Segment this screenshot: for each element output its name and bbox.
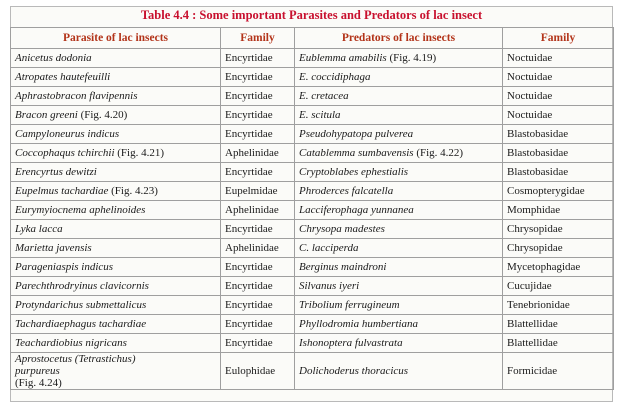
predator-family-cell: Noctuidae xyxy=(503,106,614,125)
predator-family-cell: Noctuidae xyxy=(503,49,614,68)
predator-cell: Pseudohypatopa pulverea xyxy=(295,125,503,144)
parasite-cell: Atropates hautefeuilli xyxy=(11,68,221,87)
table-row xyxy=(11,106,614,125)
predator-cell: Phroderces falcatella xyxy=(295,182,503,201)
table-row xyxy=(11,353,614,390)
table-title: Table 4.4 : Some important Parasites and Predators of lac insect xyxy=(140,8,483,22)
predator-cell: Berginus maindroni xyxy=(295,258,503,277)
header-parasite: Parasite of lac insects xyxy=(11,28,221,49)
parasite-cell: Teachardiobius nigricans xyxy=(11,334,221,353)
parasite-family-cell: Encyrtidae xyxy=(221,277,295,296)
predator-family-cell: Blattellidae xyxy=(503,315,614,334)
predator-cell: E. cretacea xyxy=(295,87,503,106)
predator-cell: Dolichoderus thoracicus xyxy=(295,353,503,390)
parasite-cell: Tachardiaephagus tachardiae xyxy=(11,315,221,334)
parasite-cell: Eurymyiocnema aphelinoides xyxy=(11,201,221,220)
table-row xyxy=(11,201,614,220)
parasites-predators-table xyxy=(10,27,614,390)
header-parasite-family: Family xyxy=(221,28,295,49)
header-predator: Predators of lac insects xyxy=(295,28,503,49)
parasite-cell: Anicetus dodonia xyxy=(11,49,221,68)
parasite-family-cell: Encyrtidae xyxy=(221,258,295,277)
table-row xyxy=(11,277,614,296)
parasite-cell: Coccophaqus tchirchii (Fig. 4.21) xyxy=(11,144,221,163)
parasite-cell: Campyloneurus indicus xyxy=(11,125,221,144)
parasite-cell: Eupelmus tachardiae (Fig. 4.23) xyxy=(11,182,221,201)
predator-family-cell: Chrysopidae xyxy=(503,220,614,239)
table-row xyxy=(11,315,614,334)
table-row xyxy=(11,163,614,182)
predator-family-cell: Formicidae xyxy=(503,353,614,390)
predator-cell: C. lacciperda xyxy=(295,239,503,258)
parasite-cell: Erencyrtus dewitzi xyxy=(11,163,221,182)
predator-cell: Cryptoblabes ephestialis xyxy=(295,163,503,182)
parasite-family-cell: Encyrtidae xyxy=(221,125,295,144)
predator-family-cell: Cosmopterygidae xyxy=(503,182,614,201)
parasite-family-cell: Aphelinidae xyxy=(221,239,295,258)
header-predator-family: Family xyxy=(503,28,614,49)
predator-family-cell: Noctuidae xyxy=(503,87,614,106)
table-row xyxy=(11,334,614,353)
parasite-cell: Bracon greeni (Fig. 4.20) xyxy=(11,106,221,125)
predator-family-cell: Chrysopidae xyxy=(503,239,614,258)
predator-cell: E. scitula xyxy=(295,106,503,125)
predator-family-cell: Mycetophagidae xyxy=(503,258,614,277)
parasite-family-cell: Encyrtidae xyxy=(221,68,295,87)
predator-cell: Ishonoptera fulvastrata xyxy=(295,334,503,353)
predator-cell: Chrysopa madestes xyxy=(295,220,503,239)
parasite-cell: Parechthrodryinus clavicornis xyxy=(11,277,221,296)
parasite-family-cell: Encyrtidae xyxy=(221,87,295,106)
table-row xyxy=(11,220,614,239)
predator-cell: E. coccidiphaga xyxy=(295,68,503,87)
table-row xyxy=(11,144,614,163)
predator-cell: Tribolium ferrugineum xyxy=(295,296,503,315)
parasite-family-cell: Encyrtidae xyxy=(221,220,295,239)
parasite-cell: Aphrastobracon flavipennis xyxy=(11,87,221,106)
parasite-cell: Aprostocetus (Tetrastichus) purpureus (Fig. 4.24) xyxy=(11,353,221,390)
parasite-cell: Marietta javensis xyxy=(11,239,221,258)
predator-cell: Lacciferophaga yunnanea xyxy=(295,201,503,220)
predator-cell: Phyllodromia humbertiana xyxy=(295,315,503,334)
predator-cell: Eublemma amabilis (Fig. 4.19) xyxy=(295,49,503,68)
parasite-family-cell: Encyrtidae xyxy=(221,296,295,315)
predator-cell: Catablemma sumbavensis (Fig. 4.22) xyxy=(295,144,503,163)
predator-family-cell: Momphidae xyxy=(503,201,614,220)
predator-family-cell: Blastobasidae xyxy=(503,163,614,182)
parasite-family-cell: Encyrtidae xyxy=(221,49,295,68)
parasite-family-cell: Encyrtidae xyxy=(221,163,295,182)
predator-family-cell: Tenebrionidae xyxy=(503,296,614,315)
predator-family-cell: Noctuidae xyxy=(503,68,614,87)
parasite-cell: Parageniaspis indicus xyxy=(11,258,221,277)
predator-family-cell: Blastobasidae xyxy=(503,125,614,144)
predator-family-cell: Blattellidae xyxy=(503,334,614,353)
header-row xyxy=(11,28,614,49)
parasite-family-cell: Eupelmidae xyxy=(221,182,295,201)
parasite-family-cell: Encyrtidae xyxy=(221,106,295,125)
table-row xyxy=(11,239,614,258)
predator-family-cell: Cucujidae xyxy=(503,277,614,296)
table-row xyxy=(11,125,614,144)
table-row xyxy=(11,182,614,201)
predator-family-cell: Blastobasidae xyxy=(503,144,614,163)
table-row xyxy=(11,87,614,106)
parasite-family-cell: Aphelinidae xyxy=(221,144,295,163)
predator-cell: Silvanus iyeri xyxy=(295,277,503,296)
table-row xyxy=(11,68,614,87)
parasite-cell: Protyndarichus submettalicus xyxy=(11,296,221,315)
parasite-cell: Lyka lacca xyxy=(11,220,221,239)
parasite-family-cell: Eulophidae xyxy=(221,353,295,390)
table-row xyxy=(11,258,614,277)
parasite-family-cell: Aphelinidae xyxy=(221,201,295,220)
parasite-family-cell: Encyrtidae xyxy=(221,315,295,334)
parasite-family-cell: Encyrtidae xyxy=(221,334,295,353)
table-row xyxy=(11,49,614,68)
table-row xyxy=(11,296,614,315)
